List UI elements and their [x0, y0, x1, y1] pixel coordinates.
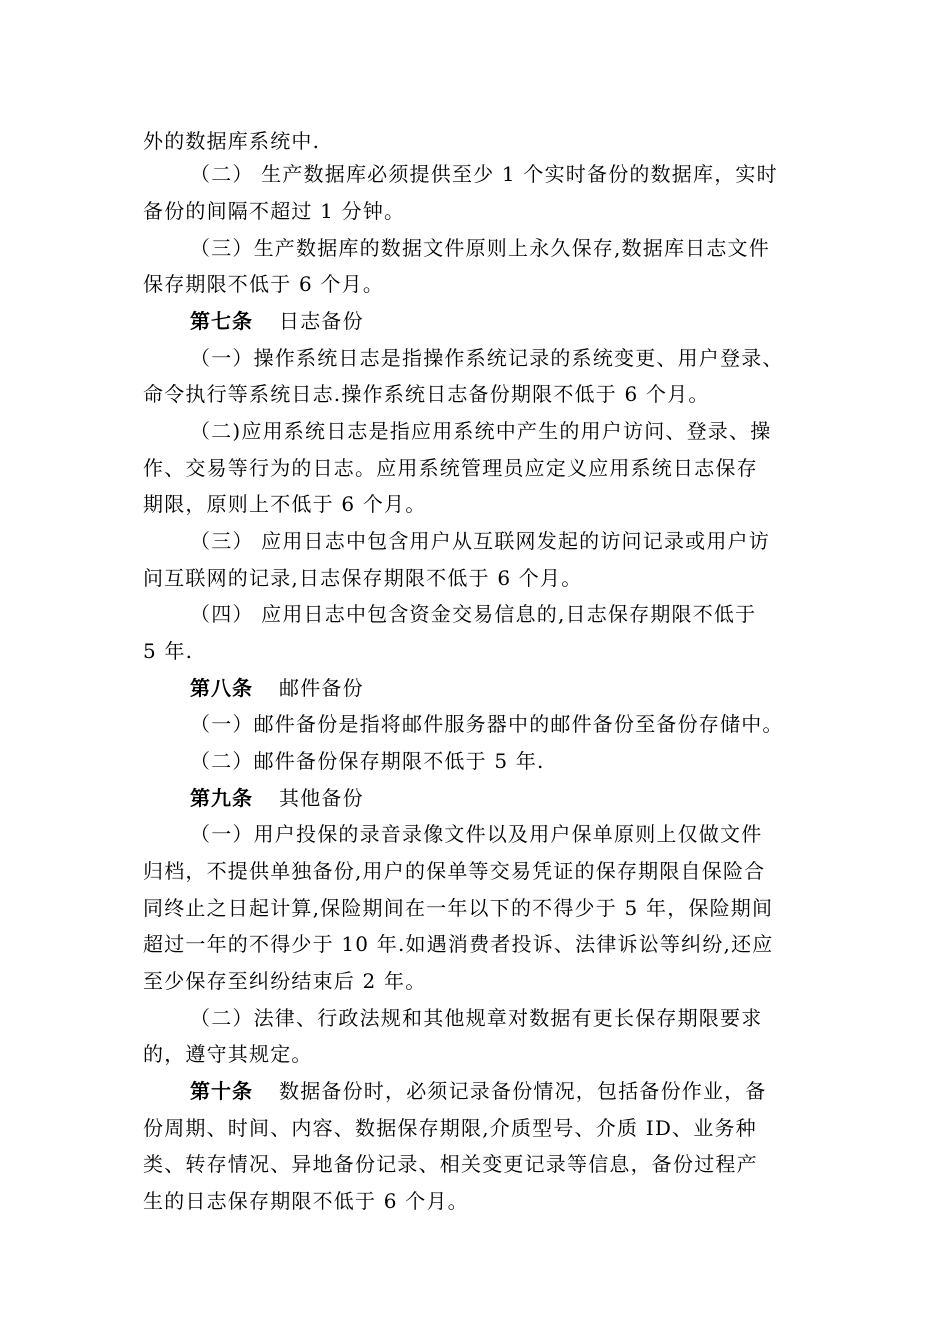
- article-heading: [190, 1079, 767, 1103]
- article-title: 日志备份: [279, 309, 364, 333]
- text-line: （三）生产数据库的数据文件原则上永久保存,数据库日志文件: [190, 236, 770, 260]
- article-number: 第八条: [190, 676, 253, 700]
- text-line: 期限，原则上不低于 6 个月。: [143, 492, 427, 516]
- text-line: （一）用户投保的录音录像文件以及用户保单原则上仅做文件: [190, 822, 763, 846]
- text-line: 同终止之日起计算,保险期间在一年以下的不得少于 5 年，保险期间: [143, 896, 774, 920]
- text-line: 备份的间隔不超过 1 分钟。: [143, 199, 406, 223]
- text-line: 超过一年的不得少于 10 年.如遇消费者投诉、法律诉讼等纠纷,还应: [143, 932, 774, 956]
- text-line: （二） 生产数据库必须提供至少 1 个实时备份的数据库，实时: [190, 162, 778, 186]
- text-line: 保存期限不低于 6 个月。: [143, 272, 385, 296]
- text-line: 问互联网的记录,日志保存期限不低于 6 个月。: [143, 566, 583, 590]
- text-line: 类、转存情况、异地备份记录、相关变更记录等信息，备份过程产: [143, 1152, 758, 1176]
- text-line: 归档，不提供单独备份,用户的保单等交易凭证的保存期限自保险合: [143, 859, 766, 883]
- text-line: 作、交易等行为的日志。应用系统管理员应定义应用系统日志保存: [143, 456, 758, 480]
- text-line: 份周期、时间、内容、数据保存期限,介质型号、介质 ID、业务种: [143, 1116, 757, 1140]
- article-title: 邮件备份: [279, 676, 364, 700]
- text-line: 外的数据库系统中.: [143, 129, 321, 153]
- text-line: （一）操作系统日志是指操作系统记录的系统变更、用户登录、: [190, 346, 784, 370]
- text-line: （二)应用系统日志是指应用系统中产生的用户访问、登录、操: [190, 419, 772, 443]
- text-line: （三） 应用日志中包含用户从互联网发起的访问记录或用户访: [190, 529, 770, 553]
- article-title: 其他备份: [279, 786, 364, 810]
- text-line: （二）邮件备份保存期限不低于 5 年.: [190, 749, 545, 773]
- text-line: 的，遵守其规定。: [143, 1042, 313, 1066]
- text-line: 5 年.: [143, 639, 194, 663]
- article-number: 第十条: [190, 1079, 253, 1103]
- text-line: 命令执行等系统日志.操作系统日志备份期限不低于 6 个月。: [143, 382, 710, 406]
- article-heading: [190, 786, 364, 810]
- article-text: 数据备份时，必须记录备份情况，包括备份作业，备: [279, 1079, 767, 1103]
- article-number: 第九条: [190, 786, 253, 810]
- text-line: （四） 应用日志中包含资金交易信息的,日志保存期限不低于: [190, 602, 757, 626]
- text-line: 至少保存至纠纷结束后 2 年。: [143, 969, 427, 993]
- article-number: 第七条: [190, 309, 253, 333]
- article-heading: [190, 676, 364, 700]
- article-heading: [190, 309, 364, 333]
- text-line: （一）邮件备份是指将邮件服务器中的邮件备份至备份存储中。: [190, 712, 784, 736]
- text-line: 生的日志保存期限不低于 6 个月。: [143, 1189, 469, 1213]
- text-line: （二）法律、行政法规和其他规章对数据有更长保存期限要求: [190, 1006, 763, 1030]
